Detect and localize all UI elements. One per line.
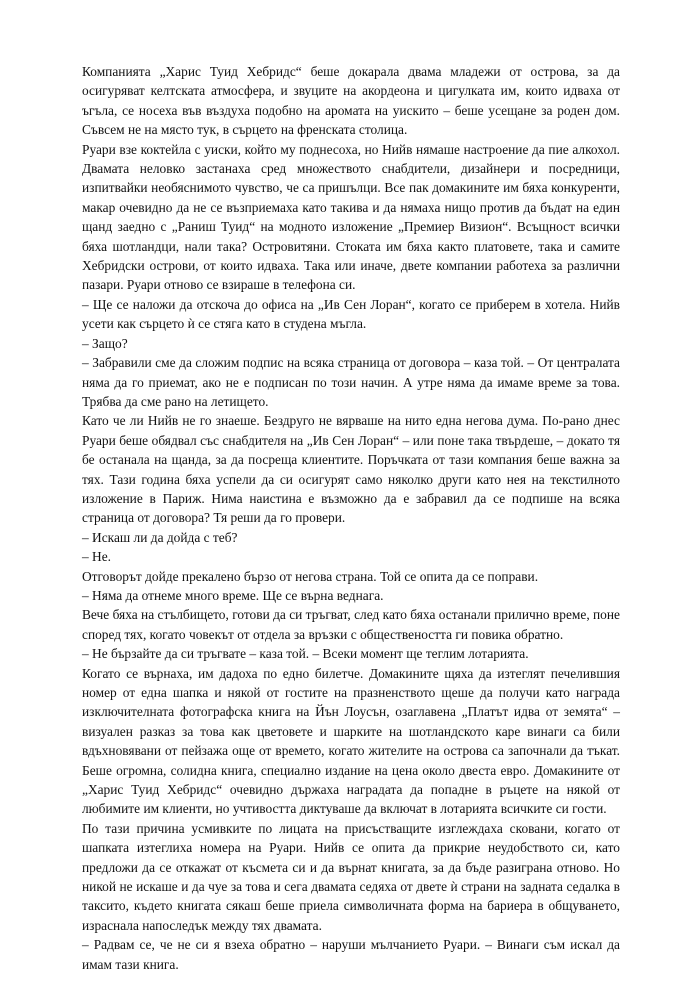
paragraph: Компанията „Харис Туид Хебридс“ беше докарала двама младежи от острова, за да осигуряват келтската атмосфера, и звуците на акордеона и цигулката им, които идваха от ъгъла, се носеха във въздуха подобно на аромата на уискито – беше усещане за роден дом. Съвсем не на място тук, в сърцето на френската столица. [82, 64, 620, 138]
paragraph: – Забравили сме да сложим подпис на всяка страница от договора – каза той. – От централата няма да го приемат, ако не е подписан по този начин. А утре няма да имаме време за това. Трябва да сме рано на летището. [82, 355, 620, 409]
paragraph: Като че ли Нийв не го знаеше. Бездруго не вярваше на нито една негова дума. По-рано днес Руари беше обядвал със снабдителя на „Ив Сен Лоран“ – или поне така твърдеше, – докато тя бе останала на щанда, за да посреща клиентите. Поръчката от тази компания беше важна за тях. Тази година бяха успели да си осигурят само няколко други като нея на текстилното изложение в Париж. Нима наистина е възможно да е забравил да се подпише на всяка страница от договора? Тя реши да го провери. [82, 413, 620, 526]
paragraph: – Радвам се, че не си я взеха обратно – наруши мълчанието Руари. – Винаги съм искал да имам тази книга. [82, 937, 620, 972]
paragraph: Вече бяха на стълбището, готови да си тръгват, след като бяха останали прилично време, поне според тях, когато човекът от отдела за връзки с обществеността ги повика обратно. [82, 607, 620, 642]
paragraph: – Искаш ли да дойда с теб? [82, 529, 238, 545]
paragraph: По тази причина усмивките по лицата на присъстващите изглеждаха сковани, когато от шапката изтеглиха номера на Руари. Нийв се опита да прикрие неудобството си, като предложи да се откажат от късмета си и да върнат книгата, за да бъде разиграна отново. Но никой не искаше и да чуе за това и сега двамата седяха от двете ѝ страни на задната седалка в таксито, където книгата сякаш беше приела символичната форма на бариера в общуването, израснала напоследък между тях двамата. [82, 820, 620, 933]
paragraph: Руари взе коктейла с уиски, който му поднесоха, но Нийв нямаше настроение да пие алкохол. Двамата неловко застанаха сред множеството снабдители, дизайнери и посредници, изпитвайки необяснимото чувство, че са пришълци. Все пак домакините им бяха конкуренти, макар очевидно да не се възприемаха като такива и да нямаха нищо против да бъдат на един щанд заедно с „Раниш Туид“ на модното изложение „Премиер Визион“. Всъщност всички бяха шотландци, нали така? Островитяни. Стоката им бяха както платовете, така и самите Хебридски острови, от които идваха. Така или иначе, двете компании работеха за различни пазари. Руари отново се взираше в телефона си. [82, 141, 620, 293]
paragraph: – Не. [82, 549, 112, 565]
paragraph: – Не бързайте да си тръгвате – каза той. – Всеки момент ще теглим лотарията. [82, 646, 529, 662]
paragraph: – Защо? [82, 335, 128, 351]
document-page [82, 62, 620, 974]
paragraph: – Ще се наложи да отскоча до офиса на „Ив Сен Лоран“, когато се приберем в хотела. Нийв усети как сърцето ѝ се стяга като в студена мъгла. [82, 296, 620, 332]
paragraph: Когато се върнаха, им дадоха по едно билетче. Домакините щяха да изтеглят печелившия номер от една шапка и някой от гостите на празненството щеше да получи като награда изключителната фотографска книга на Йън Лоусън, озаглавена „Платът идва от земята“ – визуален разказ за това как цветовете и шарките на шотландското каре винаги са били вдъхновявани от пейзажа още от времето, когато жителите на острова са започнали да тъкат. Беше огромна, солидна книга, специално издание на цена около двеста евро. Домакините от „Харис Туид Хебридс“ очевидно държаха наградата да попадне в ръцете на някой от любимите им клиенти, но учтивостта диктуваше да включат в лотарията всичките си гости. [82, 665, 620, 817]
paragraph: Отговорът дойде прекалено бързо от негова страна. Той се опита да се поправи. [82, 568, 539, 584]
paragraph: – Няма да отнеме много време. Ще се върна веднага. [82, 587, 384, 603]
